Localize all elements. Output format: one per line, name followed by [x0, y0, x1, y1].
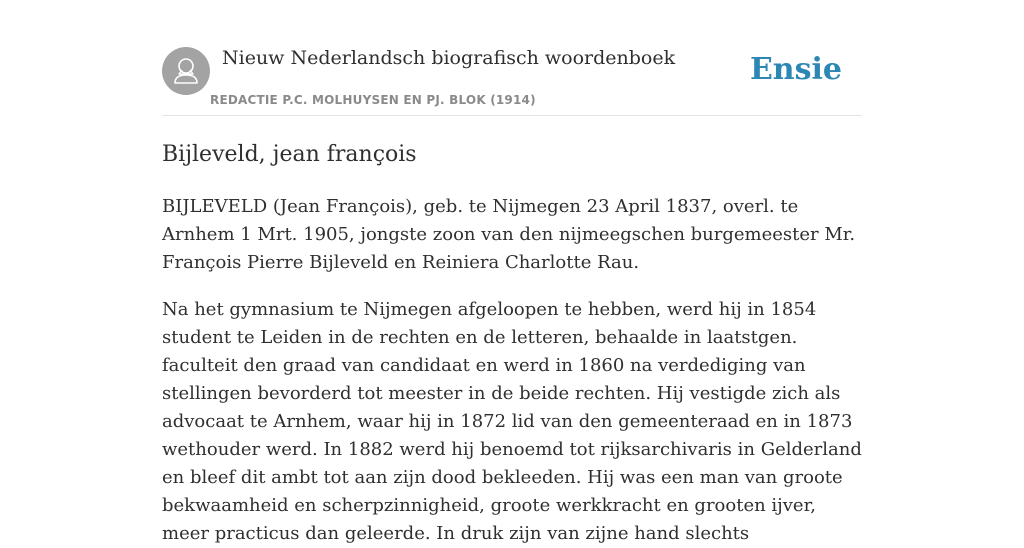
- article-paragraph: BIJLEVELD (Jean François), geb. te Nijmegen 23 April 1837, overl. te Arnhem 1 Mrt. 1905, jongste zoon van den nijmeegschen burgemeester Mr. François Pierre Bijleveld en Reiniera Charlotte Rau.: [162, 196, 856, 273]
- article: [162, 140, 862, 548]
- book-title[interactable]: Nieuw Nederlandsch biografisch woordenboek: [222, 47, 676, 69]
- user-icon: [162, 47, 210, 95]
- article-paragraph: Na het gymnasium te Nijmegen afgeloopen te hebben, werd hij in 1854 student te Leiden in de rechten en de letteren, behaalde in laatstgen. faculteit den graad van candidaat en werd in 1860 na verdediging van stellingen bevorderd tot meester in de beide rechten. Hij vestigde zich als advocaat te Arnhem, waar hij in 1872 lid van den gemeenteraad en in 1873 wethouder werd. In 1882 werd hij benoemd tot rijksarchivaris in Gelderland en bleef dit ambt tot aan zijn dood bekleeden. Hij was een man van groote bekwaamheid en scherpzinnigheid, groote werkkracht en grooten ijver, meer practicus dan geleerde. In druk zijn van zijne hand slechts: [162, 299, 862, 544]
- article-title: Bijleveld, jean françois: [162, 142, 417, 167]
- book-editors: REDACTIE P.C. MOLHUYSEN EN PJ. BLOK (1914): [210, 93, 536, 107]
- ensie-logo[interactable]: Ensie: [749, 52, 842, 87]
- source-header: [162, 46, 862, 116]
